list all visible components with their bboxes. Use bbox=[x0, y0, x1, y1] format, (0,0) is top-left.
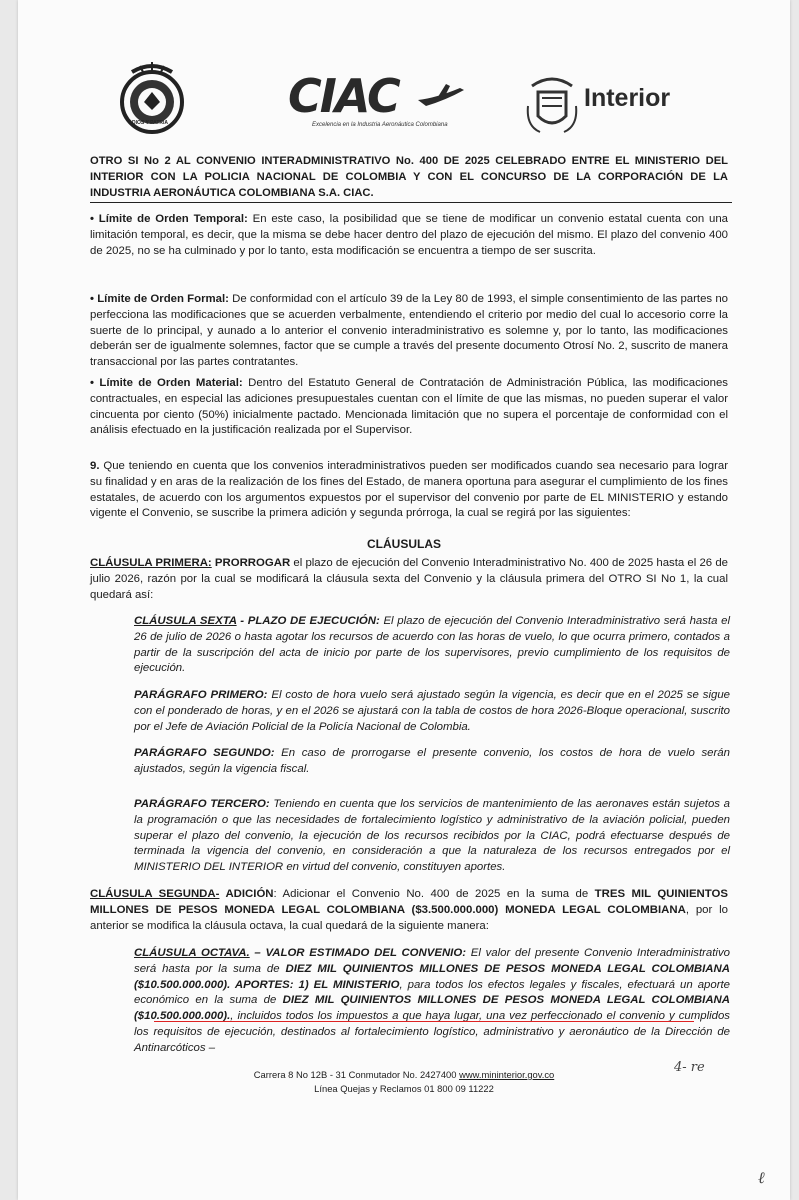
clausula-primera bbox=[90, 556, 728, 603]
limit-formal-heading: • Límite de Orden Formal: bbox=[90, 293, 229, 305]
handwritten-corner-mark: ℓ bbox=[758, 1168, 765, 1187]
paragrafo-primero bbox=[134, 688, 730, 735]
interior-logo bbox=[524, 76, 724, 136]
considerando-9 bbox=[90, 459, 728, 522]
footer-hotline: Línea Quejas y Reclamos 01 800 09 11222 bbox=[314, 1082, 494, 1094]
clausula-octava-text1: El valor del presente Convenio Interadministrativo será hasta por la suma de bbox=[134, 947, 730, 975]
paragrafo-tercero-text: Teniendo en cuenta que los servicios de mantenimiento de las aeronaves están sujetos a la programación o que las necesidades de fortalecimiento logístico y administrativo de la aviación policial, pueden superar el plazo del convenio, la ejecución de los recursos recibidos por la CIAC, podrá efectuarse después de terminada la vigencia del convenio, en consideración a que la naturaleza de los recursos entregados por el MINISTERIO DEL INTERIOR en virtud del convenio, constituyen aportes. bbox=[134, 798, 730, 874]
item-9-text: Que teniendo en cuenta que los convenios interadministrativos pueden ser modificados cuando sea necesario para lograr su finalidad y en aras de la realización de los fines del Estado, de manera oportuna para asegurar el cumplimiento de los fines estatales, de acuerdo con los argumentos expuestos por el supervisor del convenio por parte de EL MINISTERIO y estando vigente el Convenio, se suscribe la primera adición y segunda prórroga, la cual se regirá por las siguientes: bbox=[90, 460, 728, 520]
clausula-primera-heading: CLÁUSULA PRIMERA: bbox=[90, 557, 212, 569]
limit-material bbox=[90, 376, 728, 439]
airplane-icon bbox=[416, 80, 466, 110]
clausula-primera-text: el plazo de ejecución del Convenio Interadministrativo No. 400 de 2025 hasta el 26 de julio 2026, razón por la cual se modificará la cláusula sexta del Convenio y la cláusula primera del OTRO SI No 1, la cual quedará así: bbox=[90, 557, 728, 601]
footer-address: Carrera 8 No 12B - 31 Conmutador No. 2427400 bbox=[253, 1069, 460, 1080]
document-title: OTRO SI No 2 AL CONVENIO INTERADMINISTRATIVO No. 400 DE 2025 CELEBRADO ENTRE EL MINISTERIO DEL INTERIOR CON LA POLICIA NACIONAL DE COLOMBIA Y CON EL CONCURSO DE LA CORPORACIÓN DE LA INDUSTRIA AERONÁUTICA COLOMBIANA S.A. CIAC. bbox=[90, 155, 728, 199]
clausula-octava-amount1: DIEZ MIL QUINIENTOS MILLONES DE PESOS MONEDA LEGAL COLOMBIANA ($10.500.000.000). APORTES: 1) EL MINISTERIO bbox=[134, 962, 730, 991]
limit-temporal bbox=[90, 212, 728, 259]
clausula-octava-text2: , para todos los efectos legales y fiscales, efectuará un aporte económico en la suma de bbox=[134, 978, 730, 1007]
clausula-octava-amount2: DIEZ MIL QUINIENTOS MILLONES DE PESOS MONEDA LEGAL COLOMBIANA ($10.500.000.000). bbox=[134, 994, 730, 1023]
document-page bbox=[18, 0, 790, 1200]
coat-of-arms-icon bbox=[524, 76, 580, 138]
clausula-segunda-text2: , por lo anterior se modifica la cláusula octava, la cual quedará de la siguiente manera: bbox=[90, 903, 728, 932]
clausula-sexta-subheading: - PLAZO DE EJECUCIÓN: bbox=[236, 615, 380, 627]
limit-formal bbox=[90, 292, 728, 371]
paragrafo-segundo bbox=[134, 746, 730, 778]
limit-material-heading: • Límite de Orden Material: bbox=[90, 377, 243, 389]
clausula-segunda-heading: CLÁUSULA SEGUNDA- bbox=[90, 888, 220, 900]
paragrafo-tercero bbox=[134, 797, 730, 876]
paragrafo-segundo-text: En caso de prorrogarse el presente convenio, los costos de hora de vuelo serán ajustados, según la vigencia fiscal. bbox=[134, 747, 730, 775]
clausula-octava-heading: CLÁUSULA OCTAVA. bbox=[134, 947, 250, 959]
police-seal-text: DIOS Y PATRIA bbox=[132, 120, 169, 126]
clausula-octava bbox=[134, 946, 730, 1057]
clausula-octava-text3: , incluidos todos los impuestos a que haya lugar, una vez perfeccionado el convenio y cumplidos los requisitos de ejecución, destinados al fortalecimiento logístico, administrativo y aeronáutico de la Dirección de Antinarcóticos – bbox=[134, 1010, 730, 1054]
title-divider bbox=[90, 202, 732, 203]
ciac-subtitle: Excelencia en la Industria Aeronáutica Colombiana bbox=[312, 122, 448, 128]
paragrafo-tercero-heading: PARÁGRAFO TERCERO: bbox=[134, 798, 270, 810]
footer-website-link[interactable]: www.mininterior.gov.co bbox=[459, 1069, 555, 1080]
limit-temporal-heading: • Límite de Orden Temporal: bbox=[90, 213, 248, 225]
clausula-segunda bbox=[90, 887, 728, 934]
clausula-sexta-text: El plazo de ejecución del Convenio Interadministrativo será hasta el 26 de julio de 2026 o hasta agotar los recursos de acuerdo con las horas de vuelo, lo que ocurra primero, contados a partir de la suscripción del acta de inicio por parte de los supervisores, previo cumplimiento de los requisitos de ejecución. bbox=[134, 615, 730, 675]
clausula-segunda-text1: : Adicionar el Convenio No. 400 de 2025 en la suma de bbox=[273, 888, 595, 900]
red-underline-mark bbox=[154, 1021, 694, 1022]
clausula-sexta-heading: CLÁUSULA SEXTA bbox=[134, 615, 237, 627]
paragrafo-primero-text: El costo de hora vuelo será ajustado según la vigencia, es decir que en el 2025 se sigue con el ponderado de horas, y en el 2026 se ajustará con la tabla de costos de hora 2026-Bloque operacional, suscrito por el Jefe de Aviación Policial de la Policía Nacional de Colombia. bbox=[134, 689, 730, 733]
paragrafo-segundo-heading: PARÁGRAFO SEGUNDO: bbox=[134, 747, 275, 759]
limit-temporal-text: En este caso, la posibilidad que se tiene de modificar un convenio estatal cuenta con una limitación temporal, es decir, que la misma se debe hacer dentro del plazo de ejecución del mismo. El plazo del convenio 400 de 2025, no se ha culminado y por lo tanto, esta modificación se encuentra a tiempo de ser suscrita. bbox=[90, 213, 728, 257]
limit-material-text: Dentro del Estatuto General de Contratación de Administración Pública, las modificaciones contractuales, en especial las adiciones presupuestales cuentan con el límite de que las mismas, no pueden superar el valor cincuenta por ciento (50%) inicialmente pactado. Mencionada limitación que no supera el porcentaje de conformidad con el análisis efectuado en la justificación realizada por el Supervisor. bbox=[90, 377, 728, 437]
clausula-octava-subheading: – VALOR ESTIMADO DEL CONVENIO: bbox=[249, 947, 466, 959]
clausula-primera-lead: PRORROGAR bbox=[211, 557, 291, 569]
ciac-logo-text: CIAC bbox=[288, 69, 399, 123]
logo-bar bbox=[18, 40, 790, 150]
item-number: 9. bbox=[90, 460, 100, 472]
police-seal-logo bbox=[110, 58, 194, 142]
clausula-sexta bbox=[134, 614, 730, 677]
clausula-segunda-subheading: ADICIÓN bbox=[219, 888, 274, 900]
interior-logo-text: Interior bbox=[584, 84, 671, 112]
limit-formal-text: De conformidad con el artículo 39 de la Ley 80 de 1993, el simple consentimiento de las partes no perfecciona las modificaciones que se acuerden verbalmente, entendiendo el criterio por medio del cual lo accesorio corre la suerte de lo principal, y aunado a lo anterior el convenio interadministrativo es solemne y, por lo tanto, las modificaciones deberán ser de igualmente solemnes, factor que se cumple a través del presente documento Otrosí No. 2, suscrito de manera transaccional por las partes contratantes. bbox=[90, 293, 728, 369]
paragrafo-primero-heading: PARÁGRAFO PRIMERO: bbox=[134, 689, 268, 701]
handwritten-page-mark: 4- re bbox=[674, 1060, 705, 1075]
clausula-segunda-amount: TRES MIL QUINIENTOS MILLONES DE PESOS MONEDA LEGAL COLOMBIANA ($3.500.000.000) MONEDA LEGAL COLOMBIANA bbox=[90, 888, 728, 916]
clausulas-heading: CLÁUSULAS bbox=[367, 537, 441, 551]
ciac-logo bbox=[284, 70, 474, 140]
